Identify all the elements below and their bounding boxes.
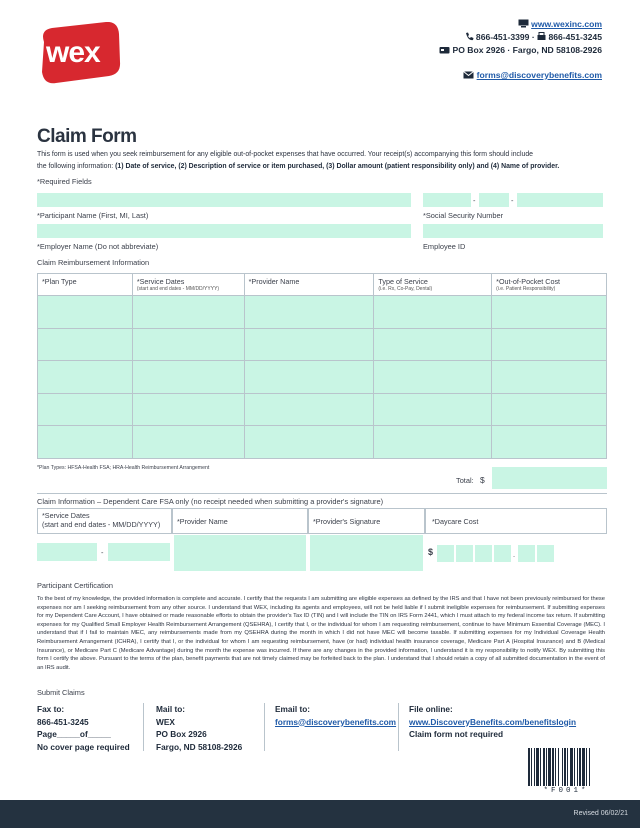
- mailbox-icon: [439, 46, 450, 56]
- required-note: *Required Fields: [37, 177, 92, 186]
- table-row: [38, 426, 607, 459]
- employer-name-field[interactable]: [37, 224, 411, 238]
- service-dates-cell[interactable]: [132, 328, 244, 361]
- dep-cost-digit-2[interactable]: [456, 545, 473, 562]
- ssn-part-2-field[interactable]: [479, 193, 509, 207]
- dep-date-dash: -: [101, 548, 104, 557]
- footer-bar: [0, 800, 640, 828]
- plan-type-cell[interactable]: [38, 393, 133, 426]
- cost-cell[interactable]: [492, 296, 607, 329]
- plan-types-note: *Plan Types: HFSA-Health FSA; HRA-Health Reimbursement Arrangement: [37, 465, 210, 471]
- submit-divider-2: [264, 703, 265, 751]
- barcode-bar: [555, 748, 556, 786]
- intro-line-1: This form is used when you seek reimbursement for any eligible out-of-pocket expenses that have occurred. Your receipt(s) accompanying this form should include: [37, 151, 533, 158]
- online-title: File online:: [409, 704, 453, 714]
- intro-text: [37, 149, 607, 174]
- col-type-of-service: Type of Service (i.e. Rx, Co-Pay, Dental): [374, 274, 492, 296]
- revised-date: Revised 06/02/21: [573, 810, 628, 817]
- barcode-bars: [528, 748, 604, 786]
- employer-name-label: *Employer Name (Do not abbreviate): [37, 242, 159, 251]
- fax-title: Fax to:: [37, 704, 65, 714]
- barcode-bar: [548, 748, 551, 786]
- barcode-bar: [589, 748, 590, 786]
- col-provider-name: *Provider Name: [244, 274, 374, 296]
- header-email-link[interactable]: forms@discoverybenefits.com: [476, 70, 602, 80]
- barcode-bar: [536, 748, 539, 786]
- dep-provider-name-field[interactable]: [174, 535, 306, 571]
- barcode-bar: [558, 748, 559, 786]
- employee-id-label: Employee ID: [423, 242, 466, 251]
- barcode-bar: [528, 748, 530, 786]
- dep-provider-signature-header: *Provider's Signature: [308, 508, 425, 534]
- provider-name-cell[interactable]: [244, 328, 374, 361]
- table-row: [38, 328, 607, 361]
- submit-online-block: [409, 703, 576, 741]
- fax-number: 866-451-3245: [548, 32, 602, 42]
- submit-fax-block: [37, 703, 130, 753]
- barcode-bar: [586, 748, 587, 786]
- dep-end-date-field[interactable]: [108, 543, 170, 561]
- email-title: Email to:: [275, 704, 311, 714]
- table-row: [38, 296, 607, 329]
- header-email-row: [463, 70, 602, 81]
- wex-logo: [36, 22, 122, 84]
- barcode-bar: [582, 748, 585, 786]
- service-dates-cell[interactable]: [132, 296, 244, 329]
- section-divider: [37, 493, 607, 494]
- fax-page-count: Page_____of_____: [37, 729, 111, 739]
- barcode-bar: [534, 748, 535, 786]
- dep-cost-digit-3[interactable]: [475, 545, 492, 562]
- cost-cell[interactable]: [492, 426, 607, 459]
- barcode-bar: [567, 748, 568, 786]
- barcode-bar: [579, 748, 581, 786]
- mailing-address: PO Box 2926 · Fargo, ND 58108-2926: [452, 45, 602, 55]
- dep-provider-signature-field[interactable]: [310, 535, 423, 571]
- type-of-service-cell[interactable]: [374, 426, 492, 459]
- barcode-text: *F001*: [543, 787, 589, 795]
- service-dates-cell[interactable]: [132, 361, 244, 394]
- dep-service-dates-header: *Service Dates (start and end dates - MM/DD/YYYY): [37, 508, 172, 534]
- submit-email-link[interactable]: forms@discoverybenefits.com: [275, 716, 397, 727]
- total-amount-field[interactable]: [492, 467, 607, 489]
- mail-line-3: Fargo, ND 58108-2926: [156, 741, 243, 752]
- barcode: [528, 748, 604, 796]
- plan-type-cell[interactable]: [38, 361, 133, 394]
- logo-text: wex: [46, 36, 100, 69]
- submit-divider-3: [398, 703, 399, 751]
- header-phone-row: [465, 32, 602, 43]
- online-link[interactable]: www.DiscoveryBenefits.com/benefitslogin: [409, 716, 577, 727]
- submit-email-block: [275, 703, 396, 728]
- type-of-service-cell[interactable]: [374, 328, 492, 361]
- type-of-service-cell[interactable]: [374, 393, 492, 426]
- dep-cost-cents-2[interactable]: [537, 545, 554, 562]
- barcode-bar: [562, 748, 563, 786]
- cost-cell[interactable]: [492, 361, 607, 394]
- website-link[interactable]: www.wexinc.com: [531, 19, 602, 29]
- mail-line-2: PO Box 2926: [156, 729, 207, 739]
- online-note: Claim form not required: [409, 729, 504, 739]
- header-address-row: [439, 45, 602, 56]
- ssn-label: *Social Security Number: [423, 211, 504, 220]
- employee-id-field[interactable]: [423, 224, 603, 238]
- ssn-dash-1: -: [473, 196, 476, 205]
- certification-text: To the best of my knowledge, the provided information is complete and accurate. I certify that the requests I am submitting are eligible expenses as defined by the IRS and that I have not been previously reimbursed for these expenses nor am I seeking reimbursement from any other source. I understand that WEX, including its agents and employees, will not be held liable if I submit ineligible expenses for reimbursement. If submitting expenses for my Dependent Care Account, I have obtained or made reasonable efforts to obtain the provider's Tax ID (TIN) and I will include the TIN on IRS Form 2441, which I must attach to my federal income tax return. If submitting expenses for my Qualified Small Employer Health Reimbursement Arrangement (QSEHRA), I certify that I, or the individual for whom I am requesting reimbursement, continue to have Minimum Essential Coverage (MEC). I understand that if I fail to maintain MEC, any reimbursements made from my QSEHRA during the month in which I did not have MEC will become taxable. If submitting expenses for my Individual Coverage Health Reimbursement Arrangement (ICHRA), I certify that I, or the individual for whom I am requesting reimbursement, have (or had) individual health insurance coverage, Medicare Part A (Hospital Insurance) and B (Medical Insurance), or Medicare Part C (Medicare Advantage) during the month the expense was incurred. If there are any changes in the provided information, I understand it is my responsibility to notify WEX. By submitting this form I certify the above. Pursuant to the terms of the plan, benefit payments that are not timely claimed may be forfeited back to the plan. I understand that I should retain a copy of all submitted documentation in the event of an IRS audit.: [37, 596, 605, 671]
- col-plan-type: *Plan Type: [38, 274, 133, 296]
- intro-line-2: [37, 161, 607, 173]
- type-of-service-cell[interactable]: [374, 361, 492, 394]
- service-dates-cell[interactable]: [132, 426, 244, 459]
- dep-daycare-cost-header: *Daycare Cost: [425, 508, 607, 534]
- claim-reimbursement-heading: Claim Reimbursement Information: [37, 258, 150, 267]
- ssn-dash-2: -: [511, 196, 514, 205]
- envelope-icon: [463, 71, 474, 81]
- table-row: [38, 361, 607, 394]
- barcode-bar: [546, 748, 547, 786]
- mail-line-1: WEX: [156, 716, 175, 727]
- fax-note: No cover page required: [37, 741, 130, 752]
- dep-cost-digit-1[interactable]: [437, 545, 454, 562]
- barcode-bar: [540, 748, 541, 786]
- col-service-dates: *Service Dates (start and end dates - MM/DD/YYYY): [132, 274, 244, 296]
- total-currency: $: [480, 475, 485, 485]
- mail-title: Mail to:: [156, 704, 186, 714]
- barcode-bar: [552, 748, 554, 786]
- intro-line-2-start: the following information:: [37, 163, 116, 171]
- barcode-bar: [543, 748, 545, 786]
- ssn-part-3-field[interactable]: [517, 193, 603, 207]
- cost-cell[interactable]: [492, 393, 607, 426]
- fax-number-submit: 866-451-3245: [37, 716, 89, 727]
- dep-cost-digit-4[interactable]: [494, 545, 511, 562]
- phone-icon: [465, 32, 474, 43]
- total-label: Total:: [456, 476, 474, 485]
- cost-cell[interactable]: [492, 328, 607, 361]
- barcode-bar: [577, 748, 578, 786]
- ssn-part-1-field[interactable]: [423, 193, 471, 207]
- fax-icon: [537, 32, 546, 43]
- claim-reimbursement-table: [37, 273, 607, 459]
- plan-type-cell[interactable]: [38, 426, 133, 459]
- dep-cost-cents-1[interactable]: [518, 545, 535, 562]
- table-row: [38, 393, 607, 426]
- participant-name-field[interactable]: [37, 193, 411, 207]
- dependent-care-heading: Claim Information – Dependent Care FSA only (no receipt needed when submitting a provider's signature): [37, 497, 384, 506]
- provider-name-cell[interactable]: [244, 393, 374, 426]
- submit-claims-heading: Submit Claims: [37, 688, 85, 697]
- dep-cost-currency: $: [428, 547, 434, 557]
- submit-divider-1: [143, 703, 144, 751]
- claims-header-row: [38, 274, 607, 296]
- submit-mail-block: [156, 703, 242, 753]
- certification-heading: Participant Certification: [37, 581, 113, 590]
- intro-line-2-bold: (1) Date of service, (2) Description of service or item purchased, (3) Dollar amount (patient responsibility only) and (4) Name of provider.: [115, 163, 560, 171]
- dep-provider-name-header: *Provider Name: [172, 508, 308, 534]
- phone-number: 866-451-3399 ·: [475, 32, 538, 42]
- barcode-bar: [570, 748, 573, 786]
- plan-type-cell[interactable]: [38, 296, 133, 329]
- col-out-of-pocket-cost: *Out-of-Pocket Cost (i.e. Patient Responsibility): [492, 274, 607, 296]
- plan-type-cell[interactable]: [38, 328, 133, 361]
- header-website-row: [518, 19, 602, 30]
- barcode-bar: [531, 748, 532, 786]
- dep-start-date-field[interactable]: [37, 543, 97, 561]
- barcode-bar: [564, 748, 566, 786]
- service-dates-cell[interactable]: [132, 393, 244, 426]
- computer-icon: [518, 19, 529, 30]
- dep-cost-decimal: .: [513, 550, 516, 559]
- provider-name-cell[interactable]: [244, 361, 374, 394]
- barcode-bar: [574, 748, 575, 786]
- type-of-service-cell[interactable]: [374, 296, 492, 329]
- page-title: Claim Form: [37, 126, 137, 147]
- participant-name-label: *Participant Name (First, MI, Last): [37, 211, 149, 220]
- provider-name-cell[interactable]: [244, 296, 374, 329]
- provider-name-cell[interactable]: [244, 426, 374, 459]
